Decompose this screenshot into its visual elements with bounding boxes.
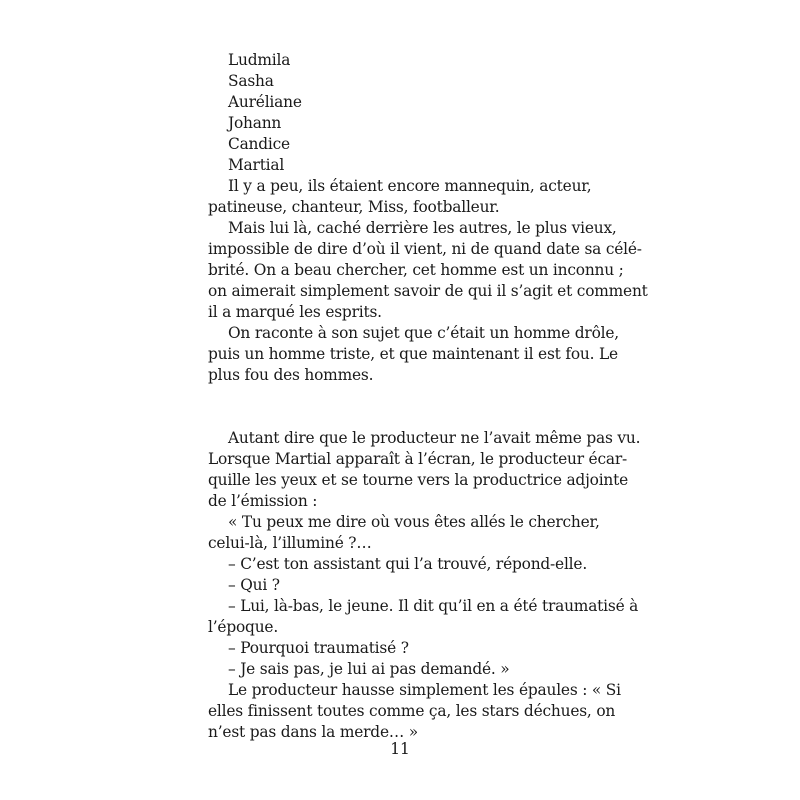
paragraph [208,680,621,743]
name-line: Sasha [228,72,274,90]
name-line: Johann [228,114,282,132]
text-line: – Lui, là-bas, le jeune. Il dit qu’il en a été traumatisé à [228,597,639,615]
text-line: impossible de dire d’où il vient, ni de quand date sa célé- [208,240,642,258]
text-line: brité. On a beau chercher, cet homme est un inconnu ; [208,261,624,279]
page-number: 11 [390,740,410,758]
text-line: puis un homme triste, et que maintenant il est fou. Le [208,345,618,363]
paragraph [208,323,619,386]
text-line: – Qui ? [228,576,280,594]
paragraph [208,638,591,659]
paragraph [208,554,591,575]
text-line: quille les yeux et se tourne vers la productrice adjointe [208,471,629,489]
text-line: n’est pas dans la merde… » [208,723,418,741]
section-break [208,386,591,428]
text-line: « Tu peux me dire où vous êtes allés le chercher, [228,513,600,531]
paragraph [208,428,641,512]
paragraph [208,575,591,596]
paragraph [208,596,639,638]
name-line: Ludmila [228,51,291,69]
text-line: de l’émission : [208,492,318,510]
text-line: il a marqué les esprits. [208,303,382,321]
name-line: Auréliane [228,93,302,111]
paragraph [208,176,591,218]
text-line: Autant dire que le producteur ne l’avait même pas vu. [228,429,641,447]
text-line: on aimerait simplement savoir de qui il s’agit et comment [208,282,648,300]
names-list [208,50,591,176]
text-line: Il y a peu, ils étaient encore mannequin, acteur, [228,177,592,195]
text-line: celui-là, l’illuminé ?… [208,534,372,552]
text-line: patineuse, chanteur, Miss, footballeur. [208,198,500,216]
text-line: plus fou des hommes. [208,366,374,384]
name-line: Martial [228,156,285,174]
book-page-body [208,50,648,743]
text-line: Lorsque Martial apparaît à l’écran, le producteur écar- [208,450,628,468]
text-line: Le producteur hausse simplement les épaules : « Si [228,681,621,699]
name-line: Candice [228,135,290,153]
text-line: – C’est ton assistant qui l’a trouvé, répond-elle. [228,555,588,573]
text-line: l’époque. [208,618,279,636]
paragraph [208,512,600,554]
paragraph [208,218,648,323]
text-line: – Je sais pas, je lui ai pas demandé. » [228,660,510,678]
text-line: Mais lui là, caché derrière les autres, le plus vieux, [228,219,617,237]
text-line: On raconte à son sujet que c’était un homme drôle, [228,324,619,342]
text-line: elles finissent toutes comme ça, les stars déchues, on [208,702,616,720]
paragraph [208,659,591,680]
text-line: – Pourquoi traumatisé ? [228,639,409,657]
